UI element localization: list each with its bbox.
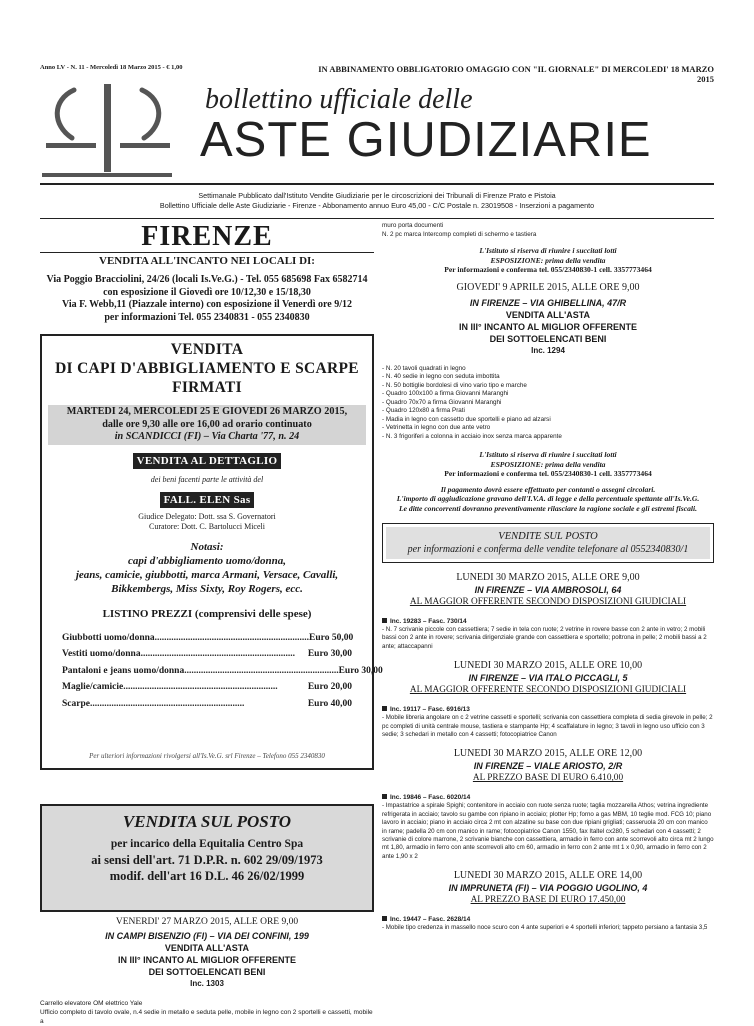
payment-note: L'importo di aggiudicazione gravano dell'I.V.A. di legge e della percentuale spettante all'Is.Ve.G.	[396, 494, 700, 503]
price-value: Euro 40,00	[307, 698, 352, 709]
lot-number	[382, 915, 714, 924]
issue-info: Anno LV - N. 11 - Mercoledì 18 Marzo 2015 - € 1,00	[40, 64, 183, 71]
onsite-line: modif. dell'art 16 D.L. 46 26/02/1999	[109, 869, 305, 883]
sale-type: DEI SOTTOELENCATI BENI	[489, 333, 607, 344]
lot-description: - N. 7 scrivanie piccole con cassettiera; 7 sedie in tela con ruote; 2 vetrine in rovere basse con 2 ante in vetro; 2 mobili bassi con 2 ante in rovere; scrivania dirigenziale grande con cassettiera e sportello; poltrona in pelle; 2 mobili bassi a 2 ante; attaccapanni	[382, 626, 707, 650]
venue-line: con esposizione il Giovedì ore 10/12,30 e 15/18,30	[103, 286, 311, 298]
lot-number	[382, 705, 714, 714]
sale-type: VENDITA ALL'ASTA	[505, 309, 591, 320]
carryover-line: muro porta documenti	[382, 222, 444, 229]
sale-title	[48, 340, 366, 397]
price-row	[48, 630, 366, 647]
list-item: - N. 50 bottiglie bordolesi di vino vario tipo e marche	[382, 381, 527, 389]
onsite-sales-sub: per informazioni e conferma delle vendite telefonare al 0552340830/1	[407, 544, 689, 555]
sale-location: in SCANDICCI (FI) – Via Charta '77, n. 24	[114, 431, 300, 442]
sale-date: LUNEDI 30 MARZO 2015, ALLE ORE 12,00	[453, 748, 643, 760]
list-item: - N. 20 tavoli quadrati in legno	[382, 364, 466, 372]
price-row	[48, 696, 366, 713]
venue-info	[40, 274, 374, 324]
price-row	[48, 679, 366, 696]
officials	[48, 512, 366, 532]
lot-label: Inc. 19846 – Fasc. 6020/14	[390, 794, 471, 802]
price-item: Maglie/camicie	[62, 682, 124, 692]
masthead-subtitle: bollettino ufficiale delle	[205, 84, 473, 115]
sale-inc: Inc. 1303	[190, 979, 224, 988]
sale-type: IN III° INCANTO AL MIGLIOR OFFERENTE	[118, 955, 296, 965]
sale-location: IN FIRENZE – VIA GHIBELLINA, 47/R	[469, 297, 627, 308]
list-item: - Vetrinetta in legno con due ante vetro	[382, 424, 491, 431]
venue-line: Via Poggio Bracciolini, 24/26 (locali Is.Ve.G.) - Tel. 055 685698 Fax 6582714	[46, 274, 368, 285]
description-line: Carrello elevatore OM elettrico Yale	[40, 1000, 143, 1007]
price-list	[48, 630, 383, 713]
bullet-square-icon	[382, 706, 387, 711]
sale-dates-line: dalle ore 9,30 alle ore 16,00 ad orario continuato	[102, 418, 312, 430]
bullet-square-icon	[382, 916, 387, 921]
city-heading: FIRENZE	[141, 221, 273, 252]
sale-description	[40, 999, 374, 1026]
price-dots: .................................................................	[140, 649, 295, 659]
sale-condition: AL MAGGIOR OFFERENTE SECONDO DISPOSIZIONI GIUDICIALI	[409, 597, 687, 607]
sale-date: GIOVEDI' 9 APRILE 2015, ALLE ORE 9,00	[456, 281, 640, 293]
publisher-rule	[40, 218, 714, 219]
exposition-note: ESPOSIZIONE: prima della vendita	[490, 255, 606, 265]
list-item: - N. 40 sedie in legno con seduta imbottita	[382, 373, 500, 380]
bullet-square-icon	[382, 618, 387, 623]
onsite-sales-inner	[386, 527, 710, 559]
sale-date: LUNEDI 30 MARZO 2015, ALLE ORE 10,00	[453, 660, 643, 672]
notice-line: IN ABBINAMENTO OBBLIGATORIO OMAGGIO CON "IL GIORNALE" DI MERCOLEDI' 18 MARZO 2015	[318, 64, 714, 84]
sale-title-line: VENDITA	[170, 341, 244, 358]
venue-heading: VENDITA ALL'INCANTO NEI LOCALI DI:	[99, 255, 315, 267]
lot-description: - Mobile libreria angolare on c 2 vetrine cassetti e sportelli; scrivania con cassettiera completa di sedia girevole in pelle; 2 pc completi di unità centrale mouse, tastiera e stampante Hp; 4 scaffalature in legno; 3 tavoli in legno uso ufficio con 3 sedie; 3 schedari in metallo con 4 cassetti; fotocopiatrice Canon	[382, 714, 713, 739]
onsite-title: VENDITA SUL POSTO	[122, 812, 292, 831]
venue-line: Via F. Webb,11 (Piazzale interno) con esposizione il Venerdì ore 9/12	[62, 299, 352, 310]
sale-section	[382, 748, 714, 861]
sale-location: IN CAMPI BISENZIO (FI) – VIA DEI CONFINI, 199	[105, 931, 309, 941]
sale-condition: AL PREZZO BASE DI EURO 6.410,00	[472, 773, 624, 784]
sale-location: IN FIRENZE – VIALE ARIOSTO, 2/R	[473, 761, 623, 772]
sale-date: LUNEDI 30 MARZO 2015, ALLE ORE 9,00	[456, 572, 640, 583]
lot-description: - Impastatrice a spirale Spighi; contenitore in acciaio con ruote senza ruote; taglia mozzarella Athos; vetrina ingrediente refrigerata in acciaio; tavolo su gambe con ripiano in acciaio; plotter Hp; forno a gas MBM, 10 teglie mod. FCG 10; piano lavoro in acciaio; piano in acciaio circa 2 mt con alzatine su base con due ripiani grigliati; casseruola 20 cm con manico in rame; padella 20 cm con manico in rame; fotocopiatrice Canon 1550, fax Italtel cx280, 5 schedari con 4 cassetti; 2 scrivanie di colore marrone, 2 scrivanie bianche con cassettiera, armadio in ferro con ante scorrevoli alto circa mt 2 lungo mt 1,80, armadio in ferro con ante scorrevoli alto cm 60, armadio in ferro con 2 ante mt 1 x 0,90, armadio in ferro con 2 ante 1,90 x 2	[382, 802, 714, 860]
publisher-line-2: Bollettino Ufficiale delle Aste Giudiziarie - Firenze - Abbonamento annuo Euro 45,00 - C/C Postale n. 23019508 - Inserzioni a pagamento	[159, 201, 595, 210]
price-item: Scarpe	[62, 698, 90, 709]
price-value: Euro 20,00	[307, 682, 352, 692]
price-item: Giubbotti uomo/donna	[62, 632, 155, 643]
price-dots: .................................................................	[184, 665, 339, 676]
list-item: - Madia in legno con cassetto due sportelli e piano ad alzarsi	[382, 415, 551, 423]
price-list-title: LISTINO PREZZI (comprensivi delle spese)	[102, 607, 312, 620]
sale-condition: AL PREZZO BASE DI EURO 17.450,00	[470, 895, 626, 906]
sale-date: LUNEDI 30 MARZO 2015, ALLE ORE 14,00	[453, 870, 643, 882]
list-item: - Quadro 70x70 a firma Giovanni Maranghi	[382, 398, 502, 406]
price-row	[48, 646, 366, 663]
judge-name: Giudice Delegato: Dott. ssa S. Governatori	[138, 511, 276, 521]
clothing-sale-box	[40, 334, 383, 770]
payment-note: Le ditte concorrenti dovranno preventivamente rilasciare la ragione sociale e gli estremi fiscali.	[398, 503, 698, 513]
notasi-line: Bikkembergs, Miss Sixty, Roy Rogers, ecc.	[111, 582, 303, 595]
description-line: Ufficio completo di tavolo ovale, n.4 sedie in metallo e seduta pelle, mobile in legno con 2 sportelli e cassetti, mobile a	[40, 1009, 373, 1025]
sale-location: IN FIRENZE – VIA ITALO PICCAGLI, 5	[468, 673, 628, 684]
carryover-line: N. 2 pc marca Intercomp completi di schermo e tastiera	[382, 230, 537, 238]
sale-type: VENDITA ALL'ASTA	[164, 943, 250, 953]
reserve-note: L'Istituto si riserva di riunire i succitati lotti	[479, 246, 617, 255]
masthead-title: ASTE GIUDIZIARIE	[200, 113, 652, 167]
right-column	[382, 222, 714, 933]
sale-title-line: FIRMATI	[172, 379, 242, 396]
onsite-line: ai sensi dell'art. 71 D.P.R. n. 602 29/09/1973	[91, 853, 323, 867]
sale-dates-line: MARTEDI 24, MERCOLEDI 25 E GIOVEDI 26 MARZO 2015,	[66, 406, 348, 417]
sale-title-line: DI CAPI D'ABBIGLIAMENTO E SCARPE	[55, 360, 359, 377]
onsite-sale-box	[40, 804, 374, 912]
sale-dates	[48, 405, 366, 445]
payment-note: Il pagamento dovrà essere effettuato per contanti o assegni circolari.	[440, 484, 656, 494]
notasi-line: Notasi:	[190, 540, 224, 553]
exposition-note: ESPOSIZIONE: prima della vendita	[490, 459, 606, 469]
sale-section	[382, 870, 714, 932]
price-dots: .................................................................	[89, 698, 245, 709]
reserve-note: L'Istituto si riserva di riunire i succitati lotti	[479, 450, 617, 459]
list-item: - N. 3 frigoriferi a colonna in acciaio inox senza marca apparente	[382, 432, 562, 440]
box-footer: Per ulteriori informazioni rivolgersi all'Is.Ve.G. srl Firenze – Telefono 055 2340830	[89, 752, 325, 760]
price-dots: .................................................................	[154, 632, 310, 643]
sale-inc: Inc. 1294	[531, 345, 565, 355]
sale-location: IN FIRENZE – VIA AMBROSOLI, 64	[474, 585, 622, 595]
lot-description: - Mobile tipo credenza in massello noce scuro con 4 ante superiori e 4 sportelli inferiori; tappeto persiano a fantasia 3,5	[382, 924, 708, 932]
city-rule	[40, 252, 374, 253]
sale-section	[382, 572, 714, 651]
sale-type: IN III° INCANTO AL MIGLIOR OFFERENTE	[459, 321, 637, 332]
price-value: Euro 30,00	[307, 649, 352, 659]
sale-section	[382, 660, 714, 739]
publisher-line-1: Settimanale Pubblicato dall'Istituto Vendite Giudiziarie per le circoscrizioni dei Tribunali di Firenze Prato e Pistoia	[198, 191, 556, 200]
sale-condition: AL MAGGIOR OFFERENTE SECONDO DISPOSIZIONI GIUDICIALI	[409, 685, 687, 696]
retail-tag: VENDITA AL DETTAGLIO	[133, 453, 282, 469]
lot-label: Inc. 19283 – Fasc. 730/14	[390, 618, 467, 625]
sale-location: IN IMPRUNETA (FI) – VIA POGGIO UGOLINO, 4	[448, 883, 648, 894]
notasi-block	[48, 540, 366, 596]
scales-logo-icon	[42, 80, 172, 180]
lot-label: Inc. 19447 – Fasc. 2628/14	[390, 916, 471, 924]
notasi-line: jeans, camicie, giubbotti, marca Armani, Versace, Cavalli,	[75, 568, 339, 581]
left-column	[40, 221, 383, 1026]
sale-type: DEI SOTTOELENCATI BENI	[148, 967, 266, 977]
price-value: Euro 30,00	[338, 665, 383, 676]
contact-info: Per informazioni e conferma tel. 055/2340830-1 cell. 3357773464	[444, 469, 652, 478]
notasi-line: capi d'abbigliamento uomo/donna,	[128, 554, 286, 567]
curator-name: Curatore: Dott. C. Bartolucci Miceli	[149, 521, 265, 531]
onsite-line: per incarico della Equitalia Centro Spa	[110, 838, 304, 850]
bullet-square-icon	[382, 794, 387, 799]
price-item: Pantaloni e jeans uomo/donna	[62, 665, 185, 676]
company-tag: FALL. ELEN Sas	[160, 492, 255, 508]
sale-date: VENERDI' 27 MARZO 2015, ALLE ORE 9,00	[115, 917, 299, 927]
list-item: - Quadro 120x80 a firma Prati	[382, 407, 465, 414]
contact-info: Per informazioni e conferma tel. 055/2340830-1 cell. 3357773464	[444, 265, 652, 274]
publisher-info	[40, 191, 714, 211]
venue-line: per informazioni Tel. 055 2340831 - 055 2340830	[104, 311, 310, 323]
goods-note: dei beni facenti parte le attività del	[150, 474, 264, 484]
item-list	[382, 365, 714, 442]
masthead-rule	[40, 183, 714, 185]
onsite-sales-title: VENDITE SUL POSTO	[498, 531, 598, 542]
price-value: Euro 50,00	[309, 632, 354, 643]
list-item: - Quadro 100x100 a firma Giovanni Maranghi	[382, 390, 509, 397]
price-row	[48, 663, 383, 680]
price-item: Vestiti uomo/donna	[62, 649, 141, 659]
price-dots: .................................................................	[123, 682, 278, 692]
lot-label: Inc. 19117 – Fasc. 6916/13	[390, 706, 470, 714]
lot-number	[382, 617, 714, 626]
lot-number	[382, 793, 714, 802]
onsite-sales-box	[382, 523, 714, 563]
